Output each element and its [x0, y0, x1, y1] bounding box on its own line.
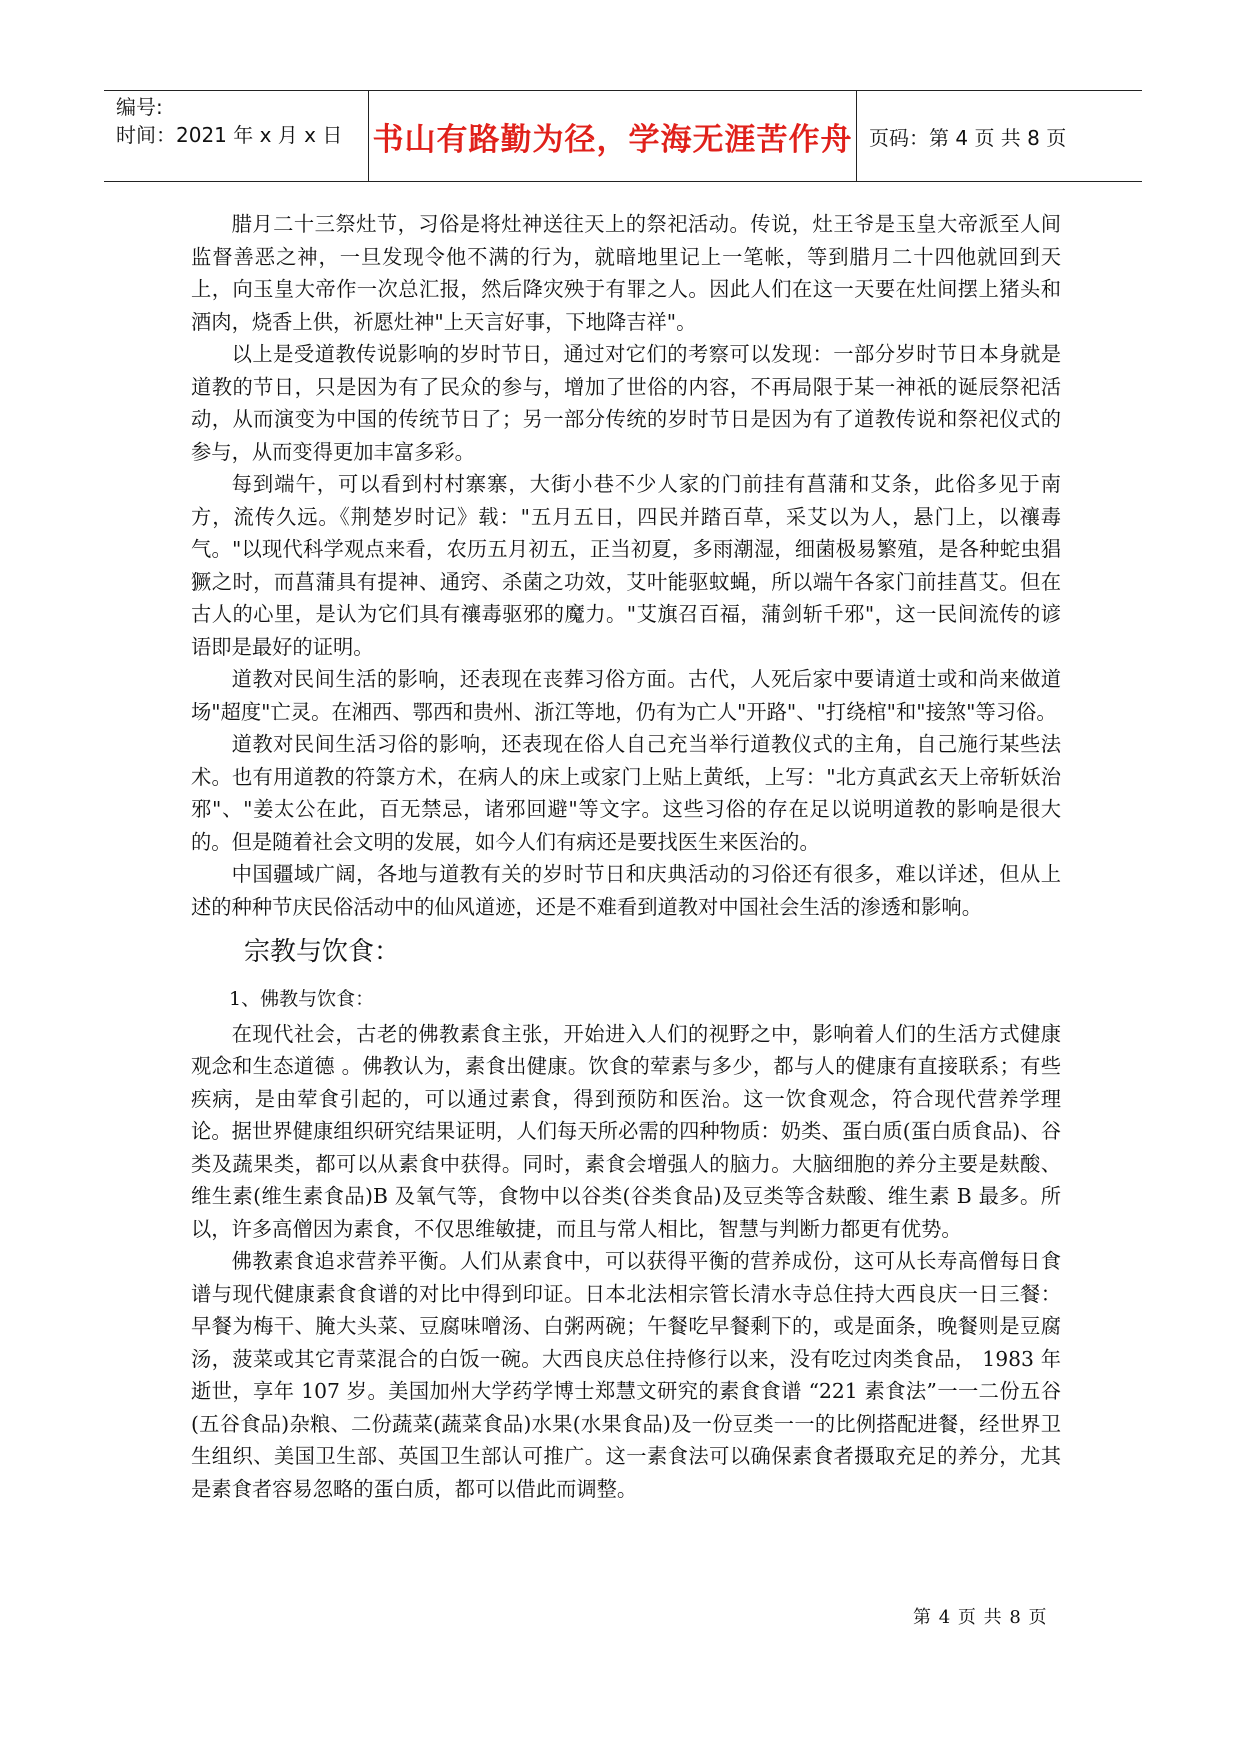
paragraph: 以上是受道教传说影响的岁时节日，通过对它们的考察可以发现：一部分岁时节日本身就是道教的节日，只是因为有了民众的参与，增加了世俗的内容，不再局限于某一神祇的诞辰祭祀活动，从而演变为中国的传统节日了；另一部分传统的岁时节日是因为有了道教传说和祭祀仪式的参与，从而变得更加丰富多彩。 [191, 342, 1061, 464]
document-body [191, 208, 1061, 1505]
page-footer: 第 4 页 共 8 页 [913, 1607, 1048, 1628]
document-number-label: 编号: [116, 95, 163, 119]
paragraph: 道教对民间生活的影响，还表现在丧葬习俗方面。古代，人死后家中要请道士或和尚来做道场"超度"亡灵。在湘西、鄂西和贵州、浙江等地，仍有为亡人"开路"、"打绕棺"和"接煞"等习俗。 [191, 667, 1061, 724]
paragraph: 在现代社会，古老的佛教素食主张，开始进入人们的视野之中，影响着人们的生活方式健康观念和生态道德 。佛教认为，素食出健康。饮食的荤素与多少，都与人的健康有直接联系；有些疾病，是由荤食引起的，可以通过素食，得到预防和医治。这一饮食观念，符合现代营养学理论。据世界健康组织研究结果证明，人们每天所必需的四种物质：奶类、蛋白质(蛋白质食品)、谷类及蔬果类，都可以从素食中获得。同时，素食会增强人的脑力。大脑细胞的养分主要是麸酸、维生素(维生素食品)B 及氧气等，食物中以谷类(谷类食品)及豆类等含麸酸、维生素 B 最多。所以，许多高僧因为素食，不仅思维敏捷，而且与常人相比，智慧与判断力都更有优势。 [191, 1021, 1061, 1241]
page-header [104, 90, 1142, 182]
document-time-label: 时间：2021 年 x 月 x 日 [116, 123, 343, 147]
paragraph: 中国疆域广阔，各地与道教有关的岁时节日和庆典活动的习俗还有很多，难以详述，但从上述的种种节庆民俗活动中的仙风道迹，还是不难看到道教对中国社会生活的渗透和影响。 [191, 862, 1061, 919]
paragraph: 每到端午，可以看到村村寨寨，大街小巷不少人家的门前挂有菖蒲和艾条，此俗多见于南方，流传久远。《荆楚岁时记》载："五月五日，四民并踏百草，采艾以为人，悬门上，以禳毒气。"以现代科学观点来看，农历五月初五，正当初夏，多雨潮湿，细菌极易繁殖，是各种蛇虫猖獗之时，而菖蒲具有提神、通窍、杀菌之功效，艾叶能驱蚊蝇，所以端午各家门前挂菖艾。但在古人的心里，是认为它们具有禳毒驱邪的魔力。"艾旗召百福，蒲剑斩千邪"，这一民间流传的谚语即是最好的证明。 [191, 472, 1061, 659]
sub-heading: 1、佛教与饮食： [229, 988, 375, 1010]
paragraph: 腊月二十三祭灶节，习俗是将灶神送往天上的祭祀活动。传说，灶王爷是玉皇大帝派至人间监督善恶之神，一旦发现令他不满的行为，就暗地里记上一笔帐，等到腊月二十四他就回到天上，向玉皇大帝作一次总汇报，然后降灾殃于有罪之人。因此人们在这一天要在灶间摆上猪头和酒肉，烧香上供，祈愿灶神"上天言好事，下地降吉祥"。 [191, 212, 1061, 334]
paragraph: 佛教素食追求营养平衡。人们从素食中，可以获得平衡的营养成份，这可从长寿高僧每日食谱与现代健康素食食谱的对比中得到印证。日本北法相宗管长清水寺总住持大西良庆一日三餐：早餐为梅干、腌大头菜、豆腐味噌汤、白粥两碗；午餐吃早餐剩下的，或是面条，晚餐则是豆腐汤，菠菜或其它青菜混合的白饭一碗。大西良庆总住持修行以来，没有吃过肉类食品， 1983 年逝世，享年 107 岁。美国加州大学药学博士郑慧文研究的素食食谱 “221 素食法”一一二份五谷(五谷食品)杂粮、二份蔬菜(蔬菜食品)水果(水果食品)及一份豆类一一的比例搭配进餐，经世界卫生组织、美国卫生部、英国卫生部认可推广。这一素食法可以确保素食者摄取充足的养分，尤其是素食者容易忽略的蛋白质，都可以借此而调整。 [191, 1249, 1061, 1501]
header-motto: 书山有路勤为径，学海无涯苦作舟 [369, 91, 857, 181]
section-heading: 宗教与饮食： [244, 937, 401, 967]
header-meta [104, 91, 369, 181]
header-page-code: 页码：第 4 页 共 8 页 [869, 125, 1067, 150]
paragraph: 道教对民间生活习俗的影响，还表现在俗人自己充当举行道教仪式的主角，自己施行某些法术。也有用道教的符箓方术，在病人的床上或家门上贴上黄纸，上写："北方真武玄天上帝斩妖治邪"、"姜太公在此，百无禁忌，诸邪回避"等文字。这些习俗的存在足以说明道教的影响是很大的。但是随着社会文明的发展，如今人们有病还是要找医生来医治的。 [191, 732, 1061, 854]
